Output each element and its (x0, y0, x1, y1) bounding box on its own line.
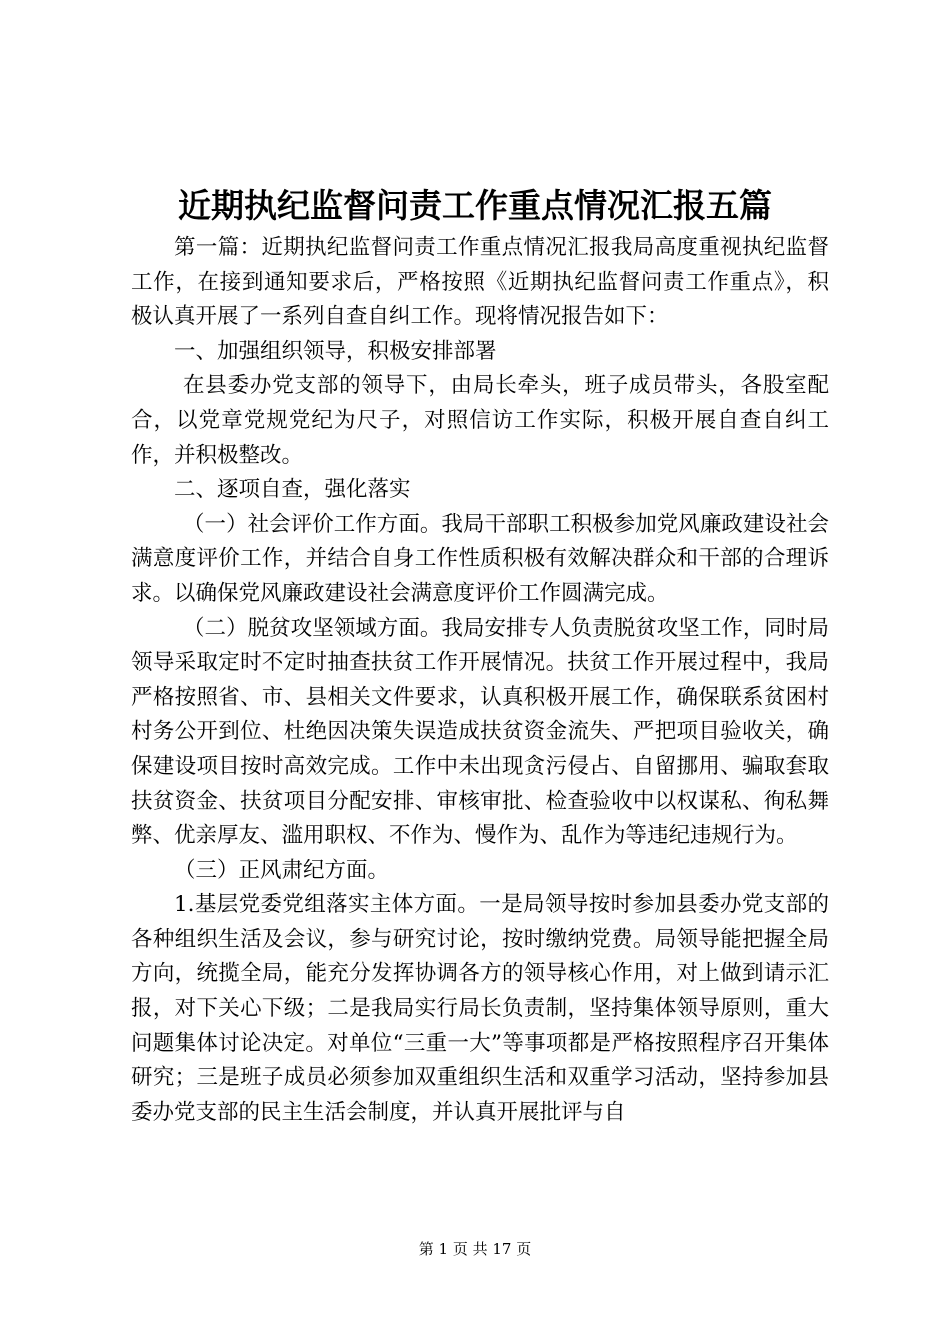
paragraph-party-committee: 1.基层党委党组落实主体方面。一是局领导按时参加县委办党支部的各种组织生活及会议，参与研究讨论，按时缴纳党费。局领导能把握全局方向，统揽全局，能充分发挥协调各方的领导核心作用，对上做到请示汇报，对下关心下级；二是我局实行局长负责制，坚持集体领导原则，重大问题集体讨论决定。对单位“三重一大”等事项都是严格按照程序召开集体研究；三是班子成员必须参加双重组织生活和双重学习活动，坚持参加县委办党支部的民主生活会制度，并认真开展批评与自 (131, 892, 829, 1125)
paragraph-intro: 第一篇：近期执纪监督问责工作重点情况汇报我局高度重视执纪监督工作，在接到通知要求后，严格按照《近期执纪监督问责工作重点》，积极认真开展了一系列自查自纠工作。现将情况报告如下： (131, 235, 829, 330)
document-body (131, 231, 829, 1130)
page-footer: 第 1 页 共 17 页 (418, 1240, 532, 1258)
paragraph-section-1: 在县委办党支部的领导下，由局长牵头，班子成员带头，各股室配合，以党章党规党纪为尺子，对照信访工作实际，积极开展自查自纠工作，并积极整改。 (131, 373, 829, 468)
heading-discipline: （三）正风肃纪方面。 (174, 857, 390, 883)
paragraph-poverty-alleviation: （二）脱贫攻坚领域方面。我局安排专人负责脱贫攻坚工作，同时局领导采取定时不定时抽查扶贫工作开展情况。扶贫工作开展过程中，我局严格按照省、市、县相关文件要求，认真积极开展工作，确保联系贫困村村务公开到位、杜绝因决策失误造成扶贫资金流失、严把项目验收关，确保建设项目按时高效完成。工作中未出现贪污侵占、自留挪用、骗取套取扶贫资金、扶贫项目分配安排、审核审批、检查验收中以权谋私、徇私舞弊、优亲厚友、滥用职权、不作为、慢作为、乱作为等违纪违规行为。 (131, 615, 829, 849)
heading-section-2: 二、逐项自查，强化落实 (174, 477, 411, 503)
paragraph-social-evaluation: （一）社会评价工作方面。我局干部职工积极参加党风廉政建设社会满意度评价工作，并结合自身工作性质积极有效解决群众和干部的合理诉求。以确保党风廉政建设社会满意度评价工作圆满完成。 (131, 511, 829, 606)
heading-section-1: 一、加强组织领导，积极安排部署 (174, 338, 497, 364)
document-title: 近期执纪监督问责工作重点情况汇报五篇 (178, 186, 772, 225)
